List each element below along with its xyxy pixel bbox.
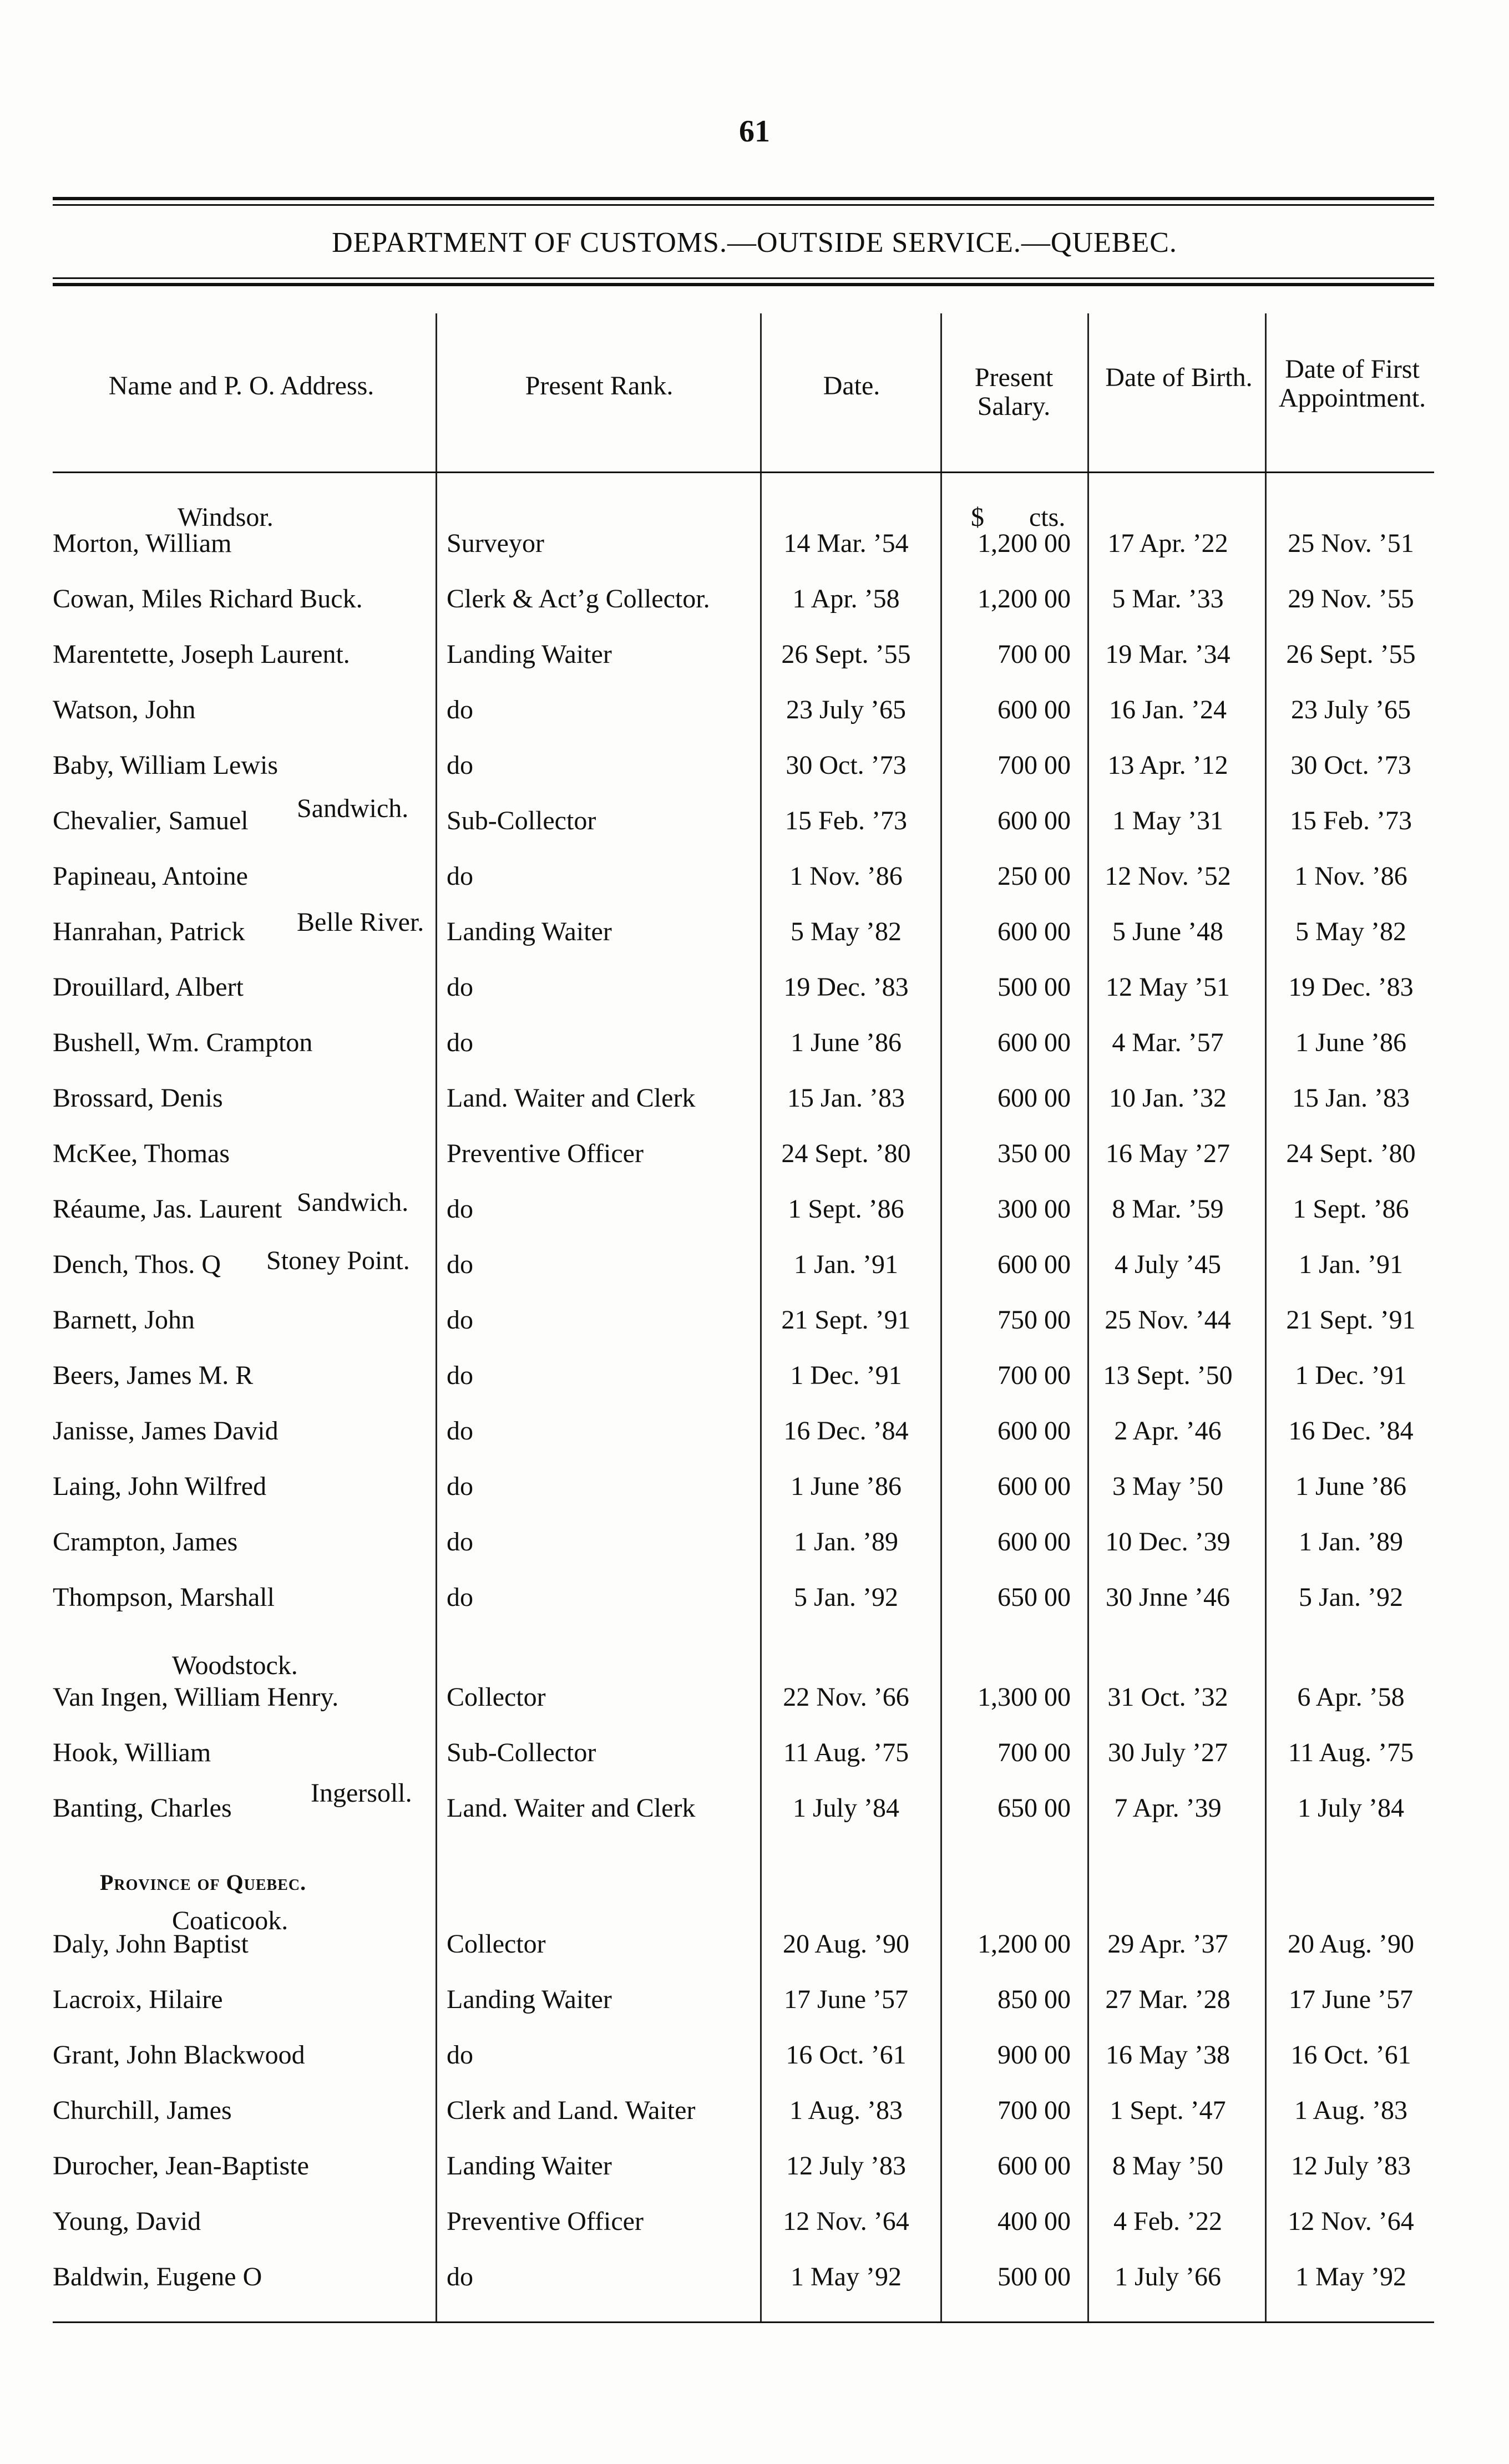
row-birth-date: 17 Apr. ’22	[1107, 529, 1228, 558]
row-first-appointment: 1 July ’84	[1298, 1793, 1404, 1823]
row-first-appointment: 30 Oct. ’73	[1290, 751, 1411, 780]
table-row	[0, 1083, 1509, 1138]
row-birth-date: 4 July ’45	[1115, 1250, 1221, 1279]
table-row	[0, 2040, 1509, 2095]
row-date: 20 Aug. ’90	[783, 1929, 909, 1959]
row-name: Baldwin, Eugene O	[53, 2262, 262, 2291]
row-rank: Land. Waiter and Clerk	[447, 1793, 696, 1823]
row-name: Marentette, Joseph Laurent.	[53, 640, 350, 669]
row-first-appointment: 29 Nov. ’55	[1288, 584, 1414, 614]
row-date: 1 Dec. ’91	[790, 1361, 902, 1390]
row-salary: 700 00	[997, 751, 1071, 780]
row-rank: do	[447, 751, 473, 780]
row-salary: 850 00	[997, 1985, 1071, 2014]
table-row	[0, 528, 1509, 584]
row-date: 1 June ’86	[791, 1472, 902, 1501]
header-salary: Present Salary.	[974, 363, 1054, 421]
row-rank: Sub-Collector	[447, 806, 596, 835]
row-date: 1 Apr. ’58	[792, 584, 900, 614]
row-salary: 600 00	[997, 1416, 1071, 1446]
row-first-appointment: 15 Jan. ’83	[1292, 1083, 1410, 1113]
row-salary: 600 00	[997, 2151, 1071, 2181]
row-salary: 750 00	[997, 1305, 1071, 1335]
header-rule	[53, 471, 1434, 473]
row-name: Thompson, Marshall	[53, 1583, 275, 1612]
row-name: Dench, Thos. Q	[53, 1250, 221, 1279]
row-rank: Landing Waiter	[447, 917, 612, 946]
table-row	[0, 1582, 1509, 1637]
row-name: Young, David	[53, 2207, 201, 2236]
locale-stoney-point: Stoney Point.	[266, 1246, 410, 1275]
currency-dollar: $	[971, 503, 984, 532]
row-name: Baby, William Lewis	[53, 751, 278, 780]
row-rank: do	[447, 1250, 473, 1279]
top-rule-thick	[53, 197, 1434, 200]
row-name: Watson, John	[53, 695, 196, 724]
row-name: Réaume, Jas. Laurent	[53, 1194, 282, 1224]
row-birth-date: 25 Nov. ’44	[1105, 1305, 1231, 1335]
row-salary: 600 00	[997, 1527, 1071, 1557]
row-date: 12 July ’83	[786, 2151, 906, 2181]
row-date: 5 May ’82	[791, 917, 902, 946]
row-date: 5 Jan. ’92	[794, 1583, 898, 1612]
row-salary: 250 00	[997, 861, 1071, 891]
row-first-appointment: 1 Nov. ’86	[1294, 861, 1407, 891]
row-first-appointment: 24 Sept. ’80	[1286, 1139, 1416, 1168]
row-birth-date: 29 Apr. ’37	[1107, 1929, 1228, 1959]
header-rank: Present Rank.	[525, 371, 674, 400]
row-birth-date: 7 Apr. ’39	[1114, 1793, 1222, 1823]
row-rank: Collector	[447, 1929, 546, 1959]
row-name: Crampton, James	[53, 1527, 238, 1557]
row-name: Bushell, Wm. Crampton	[53, 1028, 313, 1057]
table-row	[0, 1138, 1509, 1194]
locale-sandwich: Sandwich.	[297, 794, 409, 823]
row-rank: do	[447, 1583, 473, 1612]
row-salary: 400 00	[997, 2207, 1071, 2236]
row-salary: 650 00	[997, 1793, 1071, 1823]
row-name: Churchill, James	[53, 2096, 232, 2125]
row-date: 16 Oct. ’61	[786, 2040, 907, 2070]
row-first-appointment: 19 Dec. ’83	[1288, 972, 1414, 1002]
row-date: 16 Dec. ’84	[783, 1416, 909, 1446]
row-first-appointment: 5 May ’82	[1295, 917, 1406, 946]
row-name: Barnett, John	[53, 1305, 195, 1335]
title-rule-thin	[53, 277, 1434, 279]
row-date: 12 Nov. ’64	[783, 2207, 909, 2236]
row-salary: 700 00	[997, 1361, 1071, 1390]
row-birth-date: 30 Jnne ’46	[1106, 1583, 1230, 1612]
row-birth-date: 16 May ’38	[1106, 2040, 1230, 2070]
row-name: Chevalier, Samuel	[53, 806, 249, 835]
page-number: 61	[739, 114, 770, 149]
row-first-appointment: 11 Aug. ’75	[1288, 1738, 1414, 1767]
row-first-appointment: 12 Nov. ’64	[1288, 2207, 1414, 2236]
row-salary: 600 00	[997, 1472, 1071, 1501]
row-birth-date: 3 May ’50	[1112, 1472, 1223, 1501]
row-rank: Collector	[447, 1682, 546, 1712]
table-row	[0, 1527, 1509, 1582]
row-date: 1 July ’84	[793, 1793, 899, 1823]
row-birth-date: 10 Jan. ’32	[1109, 1083, 1227, 1113]
row-date: 1 Jan. ’89	[794, 1527, 898, 1557]
row-salary: 900 00	[997, 2040, 1071, 2070]
row-name: Brossard, Denis	[53, 1083, 223, 1113]
row-first-appointment: 5 Jan. ’92	[1299, 1583, 1403, 1612]
table-row	[0, 2206, 1509, 2262]
row-name: Janisse, James David	[53, 1416, 278, 1446]
locale-ingersoll: Ingersoll.	[311, 1778, 412, 1808]
locale-coaticook: Coaticook.	[172, 1906, 288, 1935]
row-birth-date: 16 May ’27	[1106, 1139, 1230, 1168]
row-first-appointment: 26 Sept. ’55	[1286, 640, 1416, 669]
row-date: 19 Dec. ’83	[783, 972, 909, 1002]
row-rank: do	[447, 1194, 473, 1224]
row-salary: 350 00	[997, 1139, 1071, 1168]
row-salary: 300 00	[997, 1194, 1071, 1224]
row-salary: 1,300 00	[978, 1682, 1071, 1712]
row-name: Hook, William	[53, 1738, 211, 1767]
row-date: 24 Sept. ’80	[781, 1139, 911, 1168]
header-birth: Date of Birth.	[1105, 363, 1253, 392]
locale-windsor: Windsor.	[178, 503, 274, 532]
row-first-appointment: 1 Jan. ’91	[1299, 1250, 1403, 1279]
row-rank: Landing Waiter	[447, 640, 612, 669]
row-salary: 600 00	[997, 1028, 1071, 1057]
row-first-appointment: 1 May ’92	[1295, 2262, 1406, 2291]
row-date: 30 Oct. ’73	[786, 751, 907, 780]
row-name: Cowan, Miles Richard Buck.	[53, 584, 363, 614]
row-name: Grant, John Blackwood	[53, 2040, 305, 2070]
table-row	[0, 584, 1509, 639]
row-birth-date: 13 Apr. ’12	[1107, 751, 1228, 780]
table-row	[0, 1416, 1509, 1471]
table-row	[0, 2262, 1509, 2317]
row-name: Beers, James M. R	[53, 1361, 254, 1390]
row-date: 15 Jan. ’83	[787, 1083, 905, 1113]
row-first-appointment: 16 Oct. ’61	[1290, 2040, 1411, 2070]
row-rank: do	[447, 972, 473, 1002]
page-title: DEPARTMENT OF CUSTOMS.—OUTSIDE SERVICE.—QUEBEC.	[332, 227, 1177, 258]
row-date: 14 Mar. ’54	[783, 529, 909, 558]
table-row	[0, 1249, 1509, 1305]
row-salary: 700 00	[997, 2096, 1071, 2125]
row-rank: Surveyor	[447, 529, 544, 558]
row-birth-date: 8 Mar. ’59	[1112, 1194, 1224, 1224]
row-birth-date: 8 May ’50	[1112, 2151, 1223, 2181]
row-salary: 600 00	[997, 917, 1071, 946]
table-row	[0, 1027, 1509, 1083]
table-row	[0, 805, 1509, 861]
row-date: 1 June ’86	[791, 1028, 902, 1057]
row-first-appointment: 1 Dec. ’91	[1295, 1361, 1407, 1390]
row-birth-date: 1 Sept. ’47	[1110, 2096, 1226, 2125]
row-name: Hanrahan, Patrick	[53, 917, 245, 946]
row-name: Lacroix, Hilaire	[53, 1985, 223, 2014]
row-salary: 700 00	[997, 640, 1071, 669]
row-first-appointment: 17 June ’57	[1289, 1985, 1413, 2014]
row-birth-date: 1 July ’66	[1115, 2262, 1221, 2291]
currency-cents: cts.	[1029, 503, 1066, 532]
table-row	[0, 1471, 1509, 1527]
top-rule-thin	[53, 204, 1434, 206]
locale-sandwich: Sandwich.	[297, 1188, 409, 1217]
row-rank: do	[447, 1472, 473, 1501]
table-row	[0, 861, 1509, 916]
row-date: 26 Sept. ’55	[781, 640, 911, 669]
table-row	[0, 2151, 1509, 2206]
row-rank: Preventive Officer	[447, 1139, 644, 1168]
table-row	[0, 2095, 1509, 2151]
row-first-appointment: 21 Sept. ’91	[1286, 1305, 1416, 1335]
table-row	[0, 972, 1509, 1027]
row-name: Drouillard, Albert	[53, 972, 244, 1002]
row-date: 1 Sept. ’86	[788, 1194, 904, 1224]
table-row	[0, 1984, 1509, 2040]
title-rule-thick	[53, 283, 1434, 286]
row-birth-date: 27 Mar. ’28	[1105, 1985, 1231, 2014]
locale-woodstock: Woodstock.	[172, 1651, 298, 1680]
row-name: Daly, John Baptist	[53, 1929, 249, 1959]
row-date: 22 Nov. ’66	[783, 1682, 909, 1712]
table-row	[0, 916, 1509, 972]
row-birth-date: 4 Mar. ’57	[1112, 1028, 1224, 1057]
row-birth-date: 1 May ’31	[1112, 806, 1223, 835]
row-name: Banting, Charles	[53, 1793, 232, 1823]
row-rank: do	[447, 1305, 473, 1335]
row-first-appointment: 1 June ’86	[1295, 1472, 1406, 1501]
row-rank: Sub-Collector	[447, 1738, 596, 1767]
row-birth-date: 10 Dec. ’39	[1105, 1527, 1231, 1557]
row-first-appointment: 25 Nov. ’51	[1288, 529, 1414, 558]
row-birth-date: 2 Apr. ’46	[1114, 1416, 1222, 1446]
row-salary: 600 00	[997, 1250, 1071, 1279]
row-birth-date: 12 May ’51	[1106, 972, 1230, 1002]
row-rank: do	[447, 1416, 473, 1446]
row-date: 23 July ’65	[786, 695, 906, 724]
row-date: 15 Feb. ’73	[785, 806, 907, 835]
row-first-appointment: 1 Jan. ’89	[1299, 1527, 1403, 1557]
row-rank: Clerk and Land. Waiter	[447, 2096, 696, 2125]
row-date: 1 Aug. ’83	[789, 2096, 903, 2125]
table-row	[0, 1305, 1509, 1360]
row-date: 1 Nov. ’86	[789, 861, 903, 891]
row-rank: do	[447, 2040, 473, 2070]
row-birth-date: 16 Jan. ’24	[1109, 695, 1227, 724]
row-date: 11 Aug. ’75	[783, 1738, 909, 1767]
table-row	[0, 639, 1509, 694]
row-rank: Landing Waiter	[447, 1985, 612, 2014]
row-salary: 600 00	[997, 1083, 1071, 1113]
row-rank: Land. Waiter and Clerk	[447, 1083, 696, 1113]
row-birth-date: 5 June ’48	[1112, 917, 1223, 946]
row-birth-date: 31 Oct. ’32	[1107, 1682, 1228, 1712]
row-birth-date: 19 Mar. ’34	[1105, 640, 1231, 669]
table-row	[0, 1793, 1509, 1848]
locale-belle-river: Belle River.	[297, 907, 424, 937]
row-birth-date: 4 Feb. ’22	[1113, 2207, 1222, 2236]
row-first-appointment: 6 Apr. ’58	[1297, 1682, 1405, 1712]
row-rank: do	[447, 2262, 473, 2291]
row-birth-date: 12 Nov. ’52	[1105, 861, 1231, 891]
row-date: 17 June ’57	[784, 1985, 908, 2014]
row-rank: do	[447, 861, 473, 891]
row-birth-date: 5 Mar. ’33	[1112, 584, 1224, 614]
province-heading: Province of Quebec.	[100, 1870, 307, 1895]
row-name: Papineau, Antoine	[53, 861, 248, 891]
row-rank: Preventive Officer	[447, 2207, 644, 2236]
table-row	[0, 750, 1509, 805]
row-name: McKee, Thomas	[53, 1139, 230, 1168]
header-first-appointment: Date of First Appointment.	[1278, 354, 1426, 413]
row-rank: do	[447, 1028, 473, 1057]
table-row	[0, 1194, 1509, 1249]
table-row	[0, 1682, 1509, 1737]
row-first-appointment: 12 July ’83	[1291, 2151, 1411, 2181]
row-first-appointment: 16 Dec. ’84	[1288, 1416, 1414, 1446]
row-first-appointment: 20 Aug. ’90	[1288, 1929, 1414, 1959]
row-rank: Clerk & Act’g Collector.	[447, 584, 710, 614]
row-first-appointment: 1 June ’86	[1295, 1028, 1406, 1057]
row-salary: 500 00	[997, 2262, 1071, 2291]
row-name: Morton, William	[53, 529, 232, 558]
table-row	[0, 694, 1509, 750]
row-salary: 1,200 00	[978, 1929, 1071, 1959]
row-first-appointment: 1 Aug. ’83	[1294, 2096, 1407, 2125]
row-date: 1 May ’92	[791, 2262, 902, 2291]
bottom-rule	[53, 2321, 1434, 2323]
row-first-appointment: 23 July ’65	[1291, 695, 1411, 724]
row-salary: 1,200 00	[978, 529, 1071, 558]
row-birth-date: 13 Sept. ’50	[1103, 1361, 1233, 1390]
row-first-appointment: 15 Feb. ’73	[1290, 806, 1412, 835]
table-row	[0, 1737, 1509, 1793]
row-salary: 600 00	[997, 695, 1071, 724]
row-date: 21 Sept. ’91	[781, 1305, 911, 1335]
row-rank: do	[447, 695, 473, 724]
row-name: Durocher, Jean-Baptiste	[53, 2151, 309, 2181]
row-salary: 600 00	[997, 806, 1071, 835]
row-salary: 700 00	[997, 1738, 1071, 1767]
row-salary: 500 00	[997, 972, 1071, 1002]
row-name: Van Ingen, William Henry.	[53, 1682, 339, 1712]
row-salary: 1,200 00	[978, 584, 1071, 614]
header-date: Date.	[823, 371, 880, 400]
row-name: Laing, John Wilfred	[53, 1472, 267, 1501]
row-rank: do	[447, 1527, 473, 1557]
row-rank: Landing Waiter	[447, 2151, 612, 2181]
row-salary: 650 00	[997, 1583, 1071, 1612]
table-row	[0, 1360, 1509, 1416]
table-row	[0, 1929, 1509, 1984]
row-birth-date: 30 July ’27	[1108, 1738, 1228, 1767]
row-first-appointment: 1 Sept. ’86	[1293, 1194, 1409, 1224]
row-date: 1 Jan. ’91	[794, 1250, 898, 1279]
row-rank: do	[447, 1361, 473, 1390]
header-name: Name and P. O. Address.	[108, 371, 374, 400]
